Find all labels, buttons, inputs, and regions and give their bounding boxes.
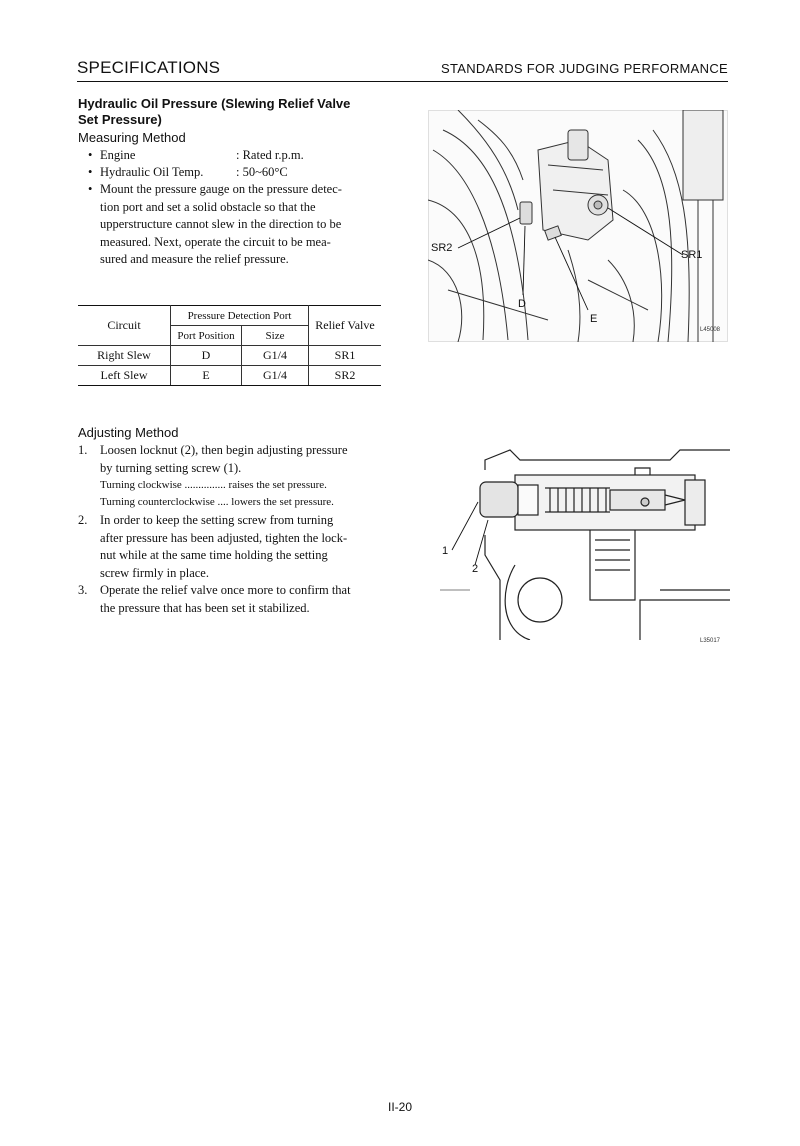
relief-valve-photo-figure [428,110,728,342]
header-section-title: SPECIFICATIONS [77,58,221,77]
th-circuit: Circuit [78,306,171,346]
cell-circuit: Left Slew [78,366,171,386]
cell-circuit: Right Slew [78,346,171,366]
relief-valve-section-figure [440,440,730,640]
figure1-code: L45008 [700,327,721,333]
th-port-position: Port Position [171,326,242,346]
turn-counterclockwise-note: Turning counterclockwise .... lowers the set pressure. [100,496,334,508]
section-title: Hydraulic Oil Pressure (Slewing Relief Valve Set Pressure) [78,96,351,127]
figure2-code: L35017 [700,638,721,644]
header-rule [77,81,728,82]
th-size: Size [242,326,309,346]
table-row [78,346,381,366]
measuring-method-heading: Measuring Method [78,130,186,145]
label-sr2: SR2 [431,242,453,254]
cell-port: E [171,366,242,386]
adjusting-method-heading: Adjusting Method [78,425,179,440]
th-relief-valve: Relief Valve [309,306,382,346]
cell-relief: SR1 [309,346,382,366]
cell-size: G1/4 [242,366,309,386]
th-pressure-detection-port: Pressure Detection Port [171,306,309,326]
label-e: E [590,313,598,325]
cell-relief: SR2 [309,366,382,386]
label-d: D [518,298,526,310]
label-setting-screw-1: 1 [442,545,449,557]
table-row [78,366,381,386]
cell-size: G1/4 [242,346,309,366]
mount-instructions: Mount the pressure gauge on the pressure detec- tion port and set a solid obstacle so that the upperstructure cannot slew in the direction to be measured. Next, operate the circuit to be mea- sured and measure the relief pressure. [100,182,342,266]
label-locknut-2: 2 [472,563,479,575]
turn-clockwise-note: Turning clockwise ............... raises the set pressure. [100,479,327,491]
cell-port: D [171,346,242,366]
label-sr1: SR1 [681,249,703,261]
pressure-port-table [78,305,381,386]
page-number: II-20 [387,1100,412,1114]
header-chapter-title: STANDARDS FOR JUDGING PERFORMANCE [440,61,728,76]
